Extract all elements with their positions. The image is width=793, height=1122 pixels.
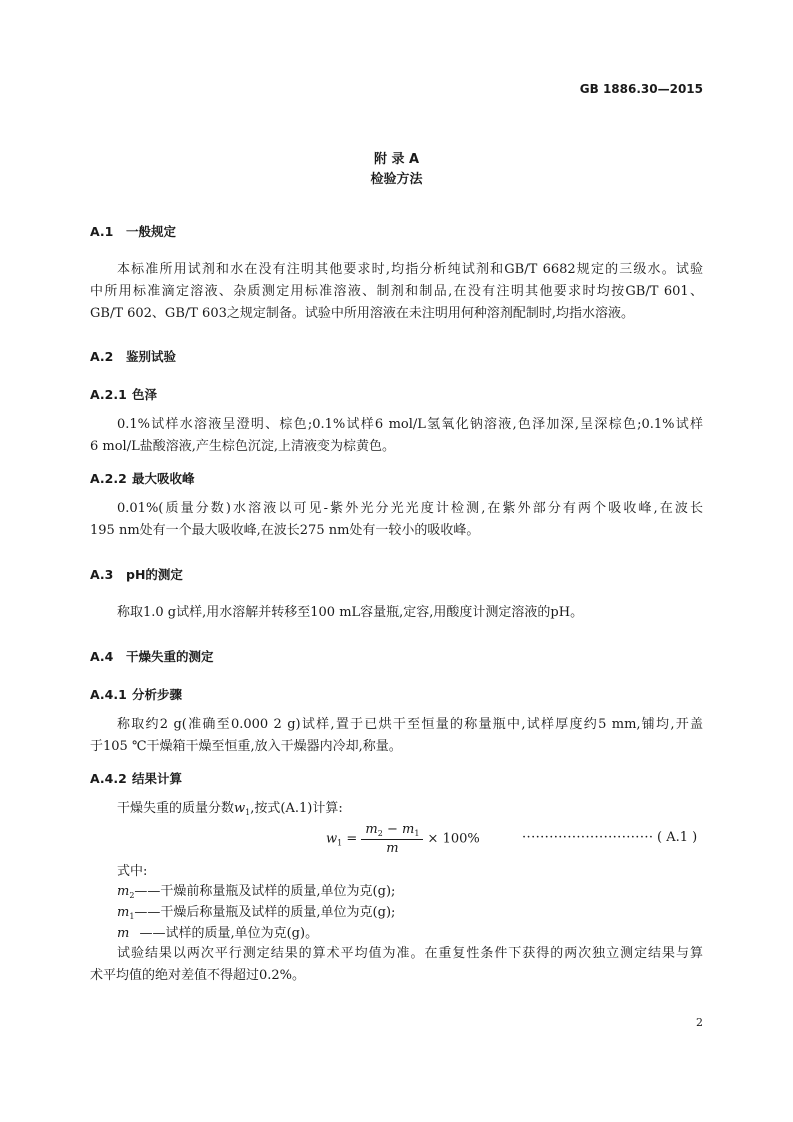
numerator-var-a: m (365, 822, 378, 837)
formula-leader-dots: ····························· (522, 830, 654, 845)
formula-fraction (361, 822, 423, 856)
paragraph-line: 0.01%(质量分数)水溶液以可见-紫外光分光光度计检测,在紫外部分有两个吸收峰,在波长 (117, 501, 703, 516)
paragraph-line: 中所用标准滴定溶液、杂质测定用标准溶液、制剂和制品,在没有注明其他要求时均按GB/T 601、 (90, 284, 703, 299)
section-a41-heading (90, 685, 182, 703)
definition-item (117, 923, 318, 945)
section-title: 干燥失重的测定 (126, 649, 214, 664)
paragraph-line: 0.1%试样水溶液呈澄明、棕色;0.1%试样6 mol/L氢氧化钠溶液,色泽加深,呈深棕色;0.1%试样 (117, 417, 703, 432)
formula-intro (117, 798, 343, 824)
fraction-denominator: m (386, 841, 399, 856)
section-number: A.1 (90, 224, 114, 239)
numerator-sub-b: 1 (414, 829, 420, 838)
formula-times-100: × 100% (423, 831, 480, 847)
where-label: 式中: (117, 864, 148, 879)
section-number: A.2 (90, 349, 114, 364)
section-a21-heading (90, 385, 157, 403)
def-text: 干燥前称量瓶及试样的质量,单位为克(g); (160, 884, 396, 899)
numerator-var-b: m (402, 822, 415, 837)
formula-equals: = (342, 831, 362, 847)
def-text: 干燥后称量瓶及试样的质量,单位为克(g); (160, 905, 396, 920)
def-text: 试样的质量,单位为克(g)。 (165, 926, 319, 941)
section-number: A.2.2 (90, 471, 127, 486)
def-dash: —— (134, 884, 161, 899)
def-dash: —— (134, 905, 161, 920)
paragraph-line: 称取约2 g(准确至0.000 2 g)试样,置于已烘干至恒量的称量瓶中,试样厚度约5 mm,铺均,开盖 (117, 717, 703, 732)
section-a1-heading (90, 222, 176, 240)
section-title: 结果计算 (132, 771, 183, 786)
formula-a1 (326, 822, 480, 856)
formula-lhs-sub: 1 (337, 838, 343, 848)
section-title: 最大吸收峰 (132, 471, 195, 486)
section-number: A.4 (90, 649, 114, 664)
page-number: 2 (696, 1016, 703, 1029)
section-a42-heading (90, 769, 182, 787)
section-a22-heading (90, 469, 195, 487)
def-var: m (117, 905, 130, 920)
section-a3-heading (90, 565, 183, 583)
paragraph-line: 195 nm处有一个最大吸收峰,在波长275 nm处有一较小的吸收峰。 (90, 523, 480, 538)
def-sub: 1 (129, 912, 135, 921)
intro-tail: ,按式(A.1)计算: (250, 801, 343, 816)
section-title: 一般规定 (126, 224, 177, 239)
section-title: 分析步骤 (132, 687, 183, 702)
appendix-label: 附 录 A (373, 152, 420, 167)
section-title: 鉴别试验 (126, 349, 177, 364)
def-dash: —— (135, 926, 166, 941)
appendix-title: 检验方法 (370, 172, 423, 187)
section-title: 色泽 (132, 387, 158, 402)
standard-number: GB 1886.30—2015 (579, 82, 703, 96)
section-number: A.3 (90, 567, 114, 582)
paragraph-line: 试验结果以两次平行测定结果的算术平均值为准。在重复性条件下获得的两次独立测定结果与算 (117, 946, 703, 961)
section-number: A.4.1 (90, 687, 127, 702)
def-var: m (117, 884, 130, 899)
def-sub: 2 (129, 891, 135, 900)
section-number: A.4.2 (90, 771, 127, 786)
paragraph-line: GB/T 602、GB/T 603之规定制备。试验中所用溶液在未注明用何种溶剂配制时,均指水溶液。 (90, 306, 635, 321)
section-number: A.2.1 (90, 387, 127, 402)
paragraph-line: 本标准所用试剂和水在没有注明其他要求时,均指分析纯试剂和GB/T 6682规定的三级水。试验 (117, 262, 703, 277)
var-w: w (234, 801, 246, 816)
paragraph-line: 于105 ℃干燥箱干燥至恒重,放入干燥器内冷却,称量。 (90, 739, 402, 754)
section-title: pH的测定 (126, 567, 183, 582)
numerator-minus: − (382, 822, 402, 837)
paragraph-line: 6 mol/L盐酸溶液,产生棕色沉淀,上清液变为棕黄色。 (90, 439, 395, 454)
def-var: m (117, 926, 130, 941)
intro-text: 干燥失重的质量分数 (117, 801, 235, 816)
paragraph-line: 称取1.0 g试样,用水溶解并转移至100 mL容量瓶,定容,用酸度计测定溶液的pH。 (117, 605, 584, 620)
section-a2-heading (90, 347, 176, 365)
section-a4-heading (90, 647, 214, 665)
formula-tag: ( A.1 ) (657, 830, 698, 845)
paragraph-line: 术平均值的绝对差值不得超过0.2%。 (90, 968, 306, 983)
var-subscript: 1 (245, 808, 251, 817)
numerator-sub-a: 2 (377, 829, 383, 838)
fraction-numerator (361, 822, 423, 840)
formula-lhs-var: w (326, 831, 338, 847)
